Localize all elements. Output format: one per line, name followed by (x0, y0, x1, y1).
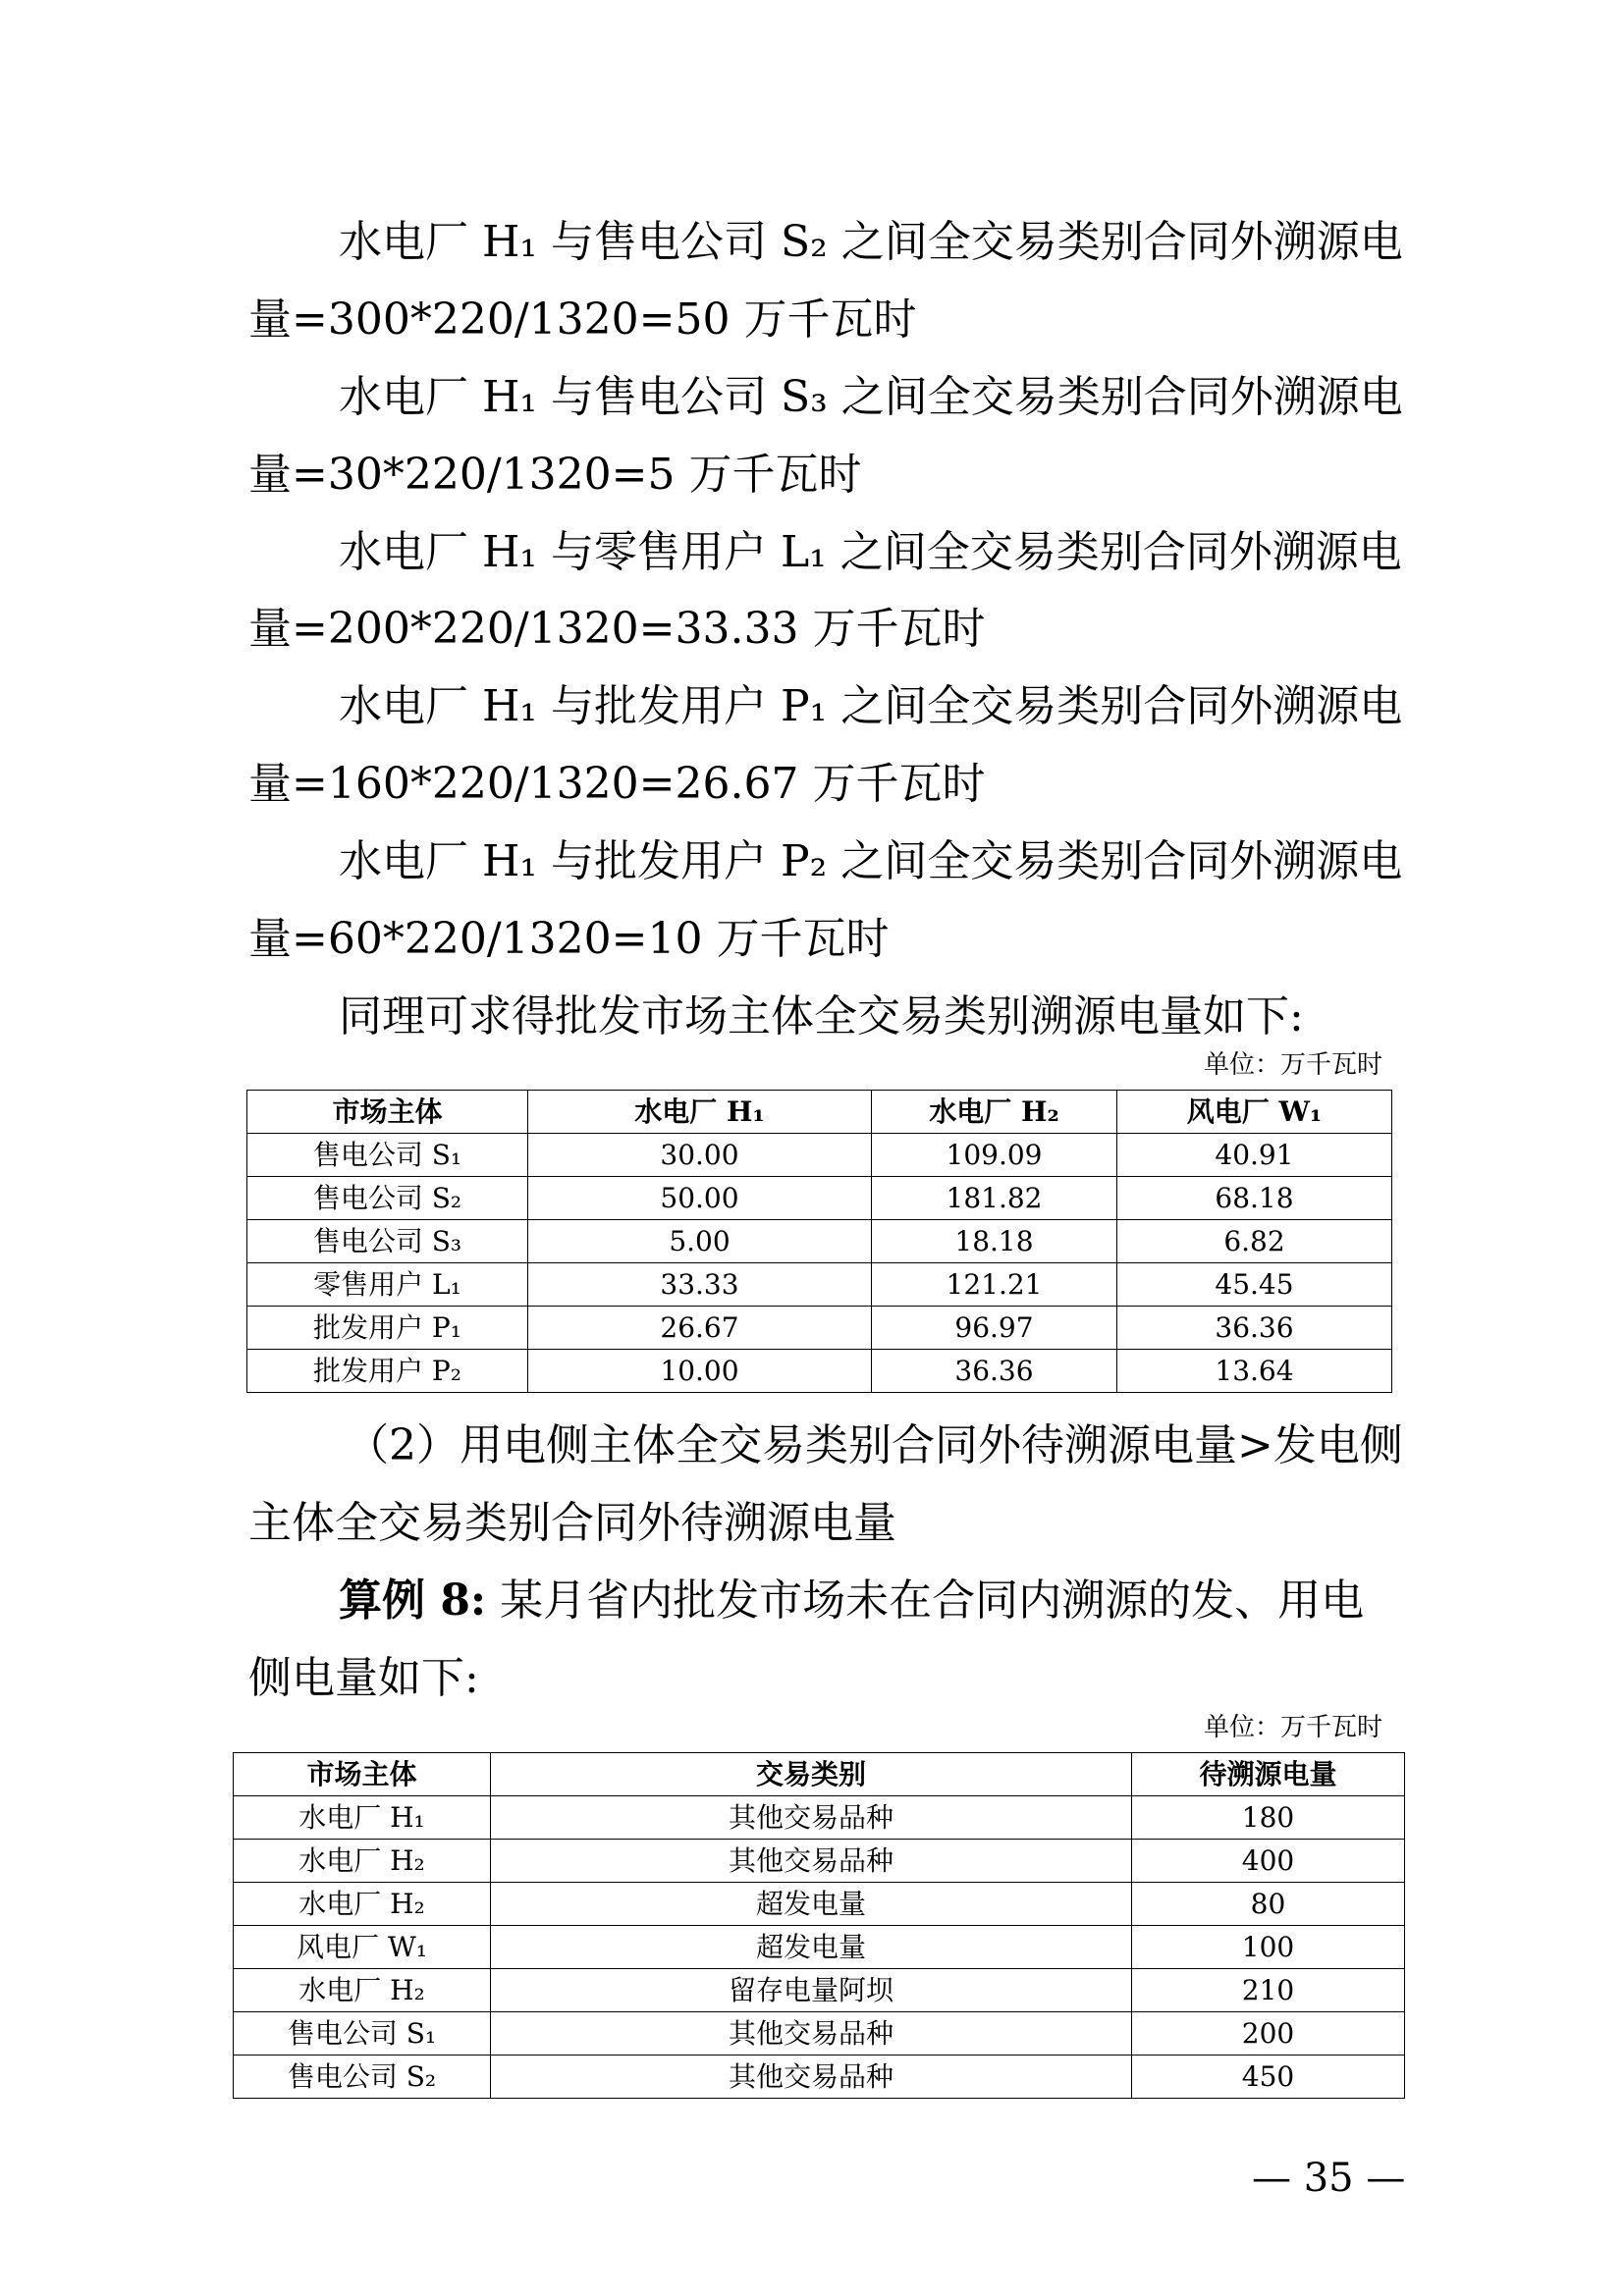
table-cell: 181.82 (872, 1177, 1117, 1220)
calc-l1-line1: 水电厂 H₁ 与零售用户 L₁ 之间全交易类别合同外溯源电 (339, 527, 1402, 577)
table-cell: 450 (1132, 2056, 1405, 2099)
table1-header-w1: 风电厂 W₁ (1117, 1091, 1392, 1134)
section-heading-line1: （2）用电侧主体全交易类别合同外待溯源电量>发电侧 (346, 1420, 1403, 1470)
table1-unit: 单位：万千瓦时 (1203, 1050, 1382, 1080)
table-cell: 68.18 (1117, 1177, 1392, 1220)
calc-s2-line2: 量=300*220/1320=50 万千瓦时 (248, 294, 917, 345)
table-row (234, 1926, 1405, 1969)
table-cell: 售电公司 S₂ (247, 1177, 528, 1220)
calc-p2-line2: 量=60*220/1320=10 万千瓦时 (248, 914, 890, 964)
table-cell: 售电公司 S₁ (247, 1134, 528, 1177)
table-row (247, 1220, 1392, 1263)
table-cell: 13.64 (1117, 1350, 1392, 1393)
table-cell: 36.36 (1117, 1307, 1392, 1350)
table2-unit: 单位：万千瓦时 (1203, 1713, 1382, 1742)
table-cell: 6.82 (1117, 1220, 1392, 1263)
table1-header-h1: 水电厂 H₁ (528, 1091, 872, 1134)
table2-header-type: 交易类别 (491, 1753, 1132, 1796)
example-8-line1 (339, 1572, 1387, 1630)
table-cell: 其他交易品种 (491, 2056, 1132, 2099)
traceability-result-table (246, 1090, 1392, 1393)
table-row (234, 2012, 1405, 2056)
pending-trace-table (233, 1752, 1405, 2099)
table-cell: 其他交易品种 (491, 2012, 1132, 2056)
calc-p2-line1: 水电厂 H₁ 与批发用户 P₂ 之间全交易类别合同外溯源电 (339, 836, 1403, 886)
table-cell: 售电公司 S₃ (247, 1220, 528, 1263)
table-cell: 30.00 (528, 1134, 872, 1177)
table-cell: 210 (1132, 1969, 1405, 2012)
table-cell: 33.33 (528, 1263, 872, 1307)
calc-p1-line1: 水电厂 H₁ 与批发用户 P₁ 之间全交易类别合同外溯源电 (339, 681, 1403, 731)
table-cell: 18.18 (872, 1220, 1117, 1263)
table-row (234, 1840, 1405, 1883)
example-text: 某月省内批发市场未在合同内溯源的发、用电 (486, 1575, 1365, 1626)
table-cell: 超发电量 (491, 1926, 1132, 1969)
table-row (234, 1883, 1405, 1926)
table-cell: 水电厂 H₂ (234, 1969, 491, 2012)
table1-header-row (247, 1091, 1392, 1134)
calc-s3-line2: 量=30*220/1320=5 万千瓦时 (248, 450, 862, 500)
example-8-line2: 侧电量如下: (248, 1653, 479, 1703)
table-cell: 50.00 (528, 1177, 872, 1220)
table-cell: 109.09 (872, 1134, 1117, 1177)
table-cell: 其他交易品种 (491, 1796, 1132, 1840)
table-cell: 批发用户 P₁ (247, 1307, 528, 1350)
table1-header-entity: 市场主体 (247, 1091, 528, 1134)
table-row (234, 1796, 1405, 1840)
table-cell: 96.97 (872, 1307, 1117, 1350)
table-cell: 留存电量阿坝 (491, 1969, 1132, 2012)
table-cell: 其他交易品种 (491, 1840, 1132, 1883)
table-cell: 售电公司 S₂ (234, 2056, 491, 2099)
table2-header-amount: 待溯源电量 (1132, 1753, 1405, 1796)
table-cell: 40.91 (1117, 1134, 1392, 1177)
table-cell: 水电厂 H₁ (234, 1796, 491, 1840)
table-row (247, 1177, 1392, 1220)
calc-l1-line2: 量=200*220/1320=33.33 万千瓦时 (248, 604, 986, 654)
summary-intro: 同理可求得批发市场主体全交易类别溯源电量如下: (339, 991, 1304, 1041)
table-cell: 180 (1132, 1796, 1405, 1840)
table-cell: 风电厂 W₁ (234, 1926, 491, 1969)
table-cell: 121.21 (872, 1263, 1117, 1307)
table-cell: 零售用户 L₁ (247, 1263, 528, 1307)
page-number: — 35 — (1252, 2156, 1406, 2201)
table-row (247, 1263, 1392, 1307)
table2-header-entity: 市场主体 (234, 1753, 491, 1796)
table1-header-h2: 水电厂 H₂ (872, 1091, 1117, 1134)
table-row (234, 2056, 1405, 2099)
table-cell: 5.00 (528, 1220, 872, 1263)
table-cell: 超发电量 (491, 1883, 1132, 1926)
calc-s2-line1: 水电厂 H₁ 与售电公司 S₂ 之间全交易类别合同外溯源电 (339, 217, 1403, 267)
calc-s3-line1: 水电厂 H₁ 与售电公司 S₃ 之间全交易类别合同外溯源电 (339, 372, 1403, 422)
table-row (247, 1134, 1392, 1177)
table-cell: 45.45 (1117, 1263, 1392, 1307)
table-cell: 售电公司 S₁ (234, 2012, 491, 2056)
example-label: 算例 8: (339, 1575, 487, 1626)
table-row (247, 1307, 1392, 1350)
table-cell: 水电厂 H₂ (234, 1840, 491, 1883)
calc-p1-line2: 量=160*220/1320=26.67 万千瓦时 (248, 759, 986, 809)
table-cell: 100 (1132, 1926, 1405, 1969)
table-cell: 80 (1132, 1883, 1405, 1926)
table-cell: 400 (1132, 1840, 1405, 1883)
table-row (247, 1350, 1392, 1393)
table2-header-row (234, 1753, 1405, 1796)
table-cell: 批发用户 P₂ (247, 1350, 528, 1393)
table-cell: 10.00 (528, 1350, 872, 1393)
table-cell: 36.36 (872, 1350, 1117, 1393)
table-cell: 200 (1132, 2012, 1405, 2056)
section-heading-line2: 主体全交易类别合同外待溯源电量 (248, 1498, 896, 1548)
table-row (234, 1969, 1405, 2012)
table-cell: 水电厂 H₂ (234, 1883, 491, 1926)
table-cell: 26.67 (528, 1307, 872, 1350)
